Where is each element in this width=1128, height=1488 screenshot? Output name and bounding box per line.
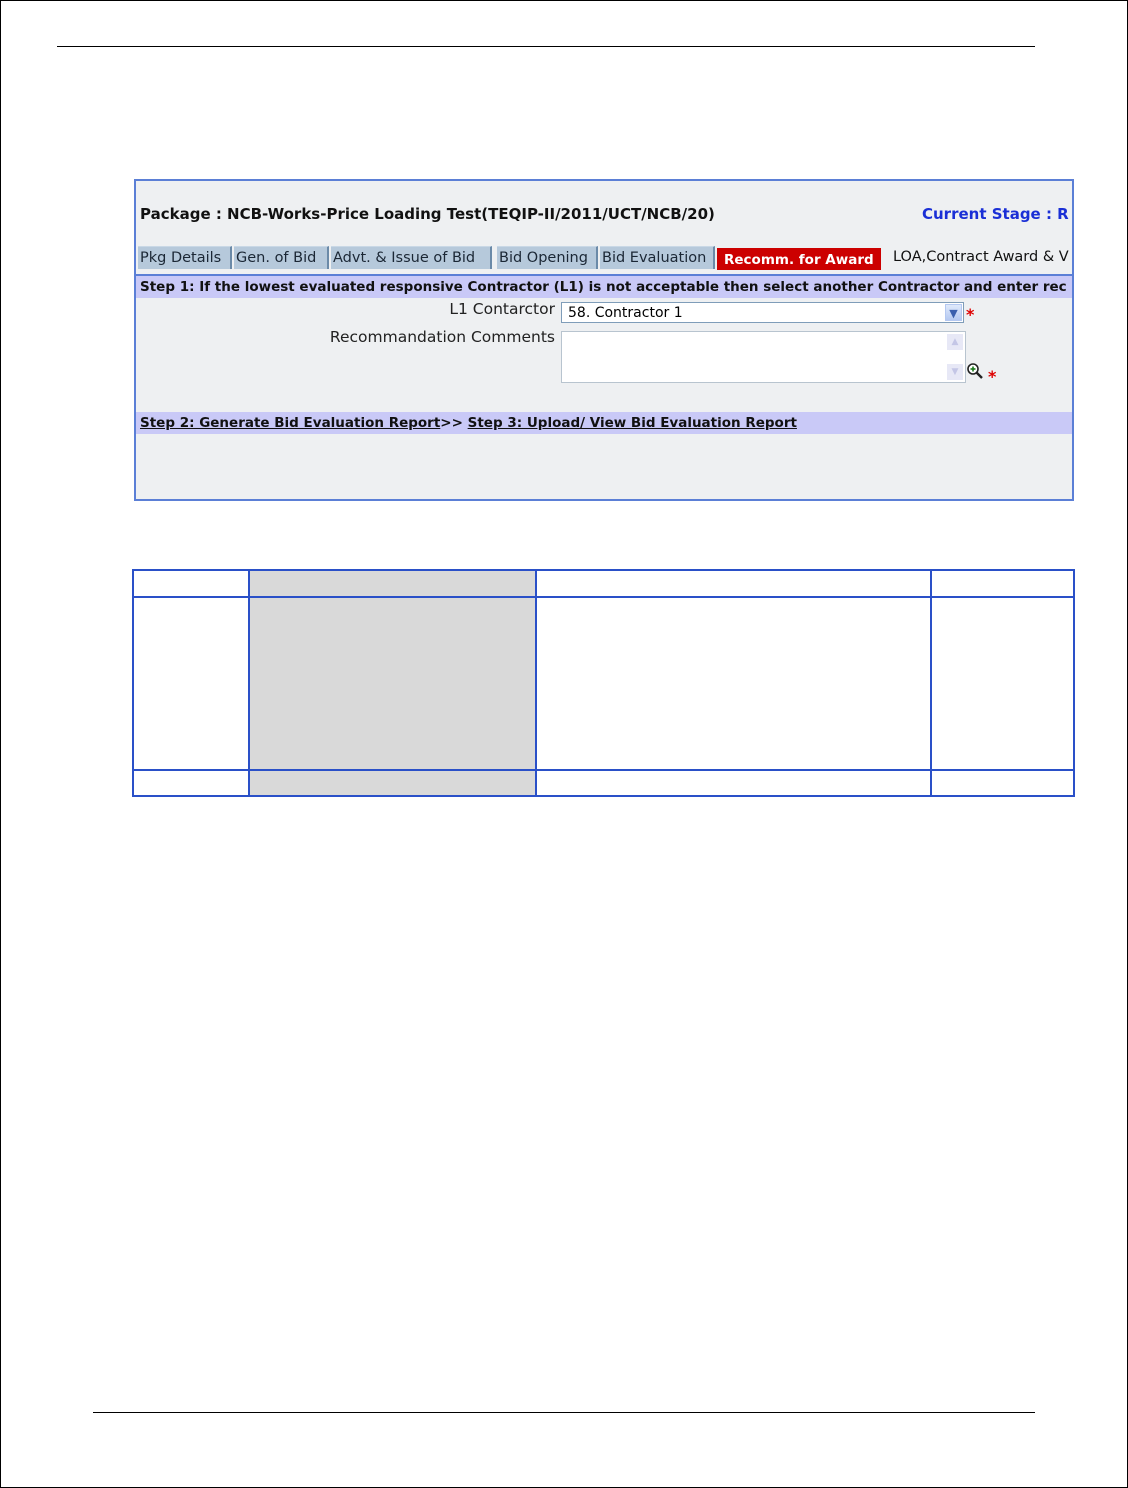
screenshot-panel [134,179,1074,501]
current-stage: Current Stage : R [922,205,1069,223]
l1-contractor-select[interactable] [561,302,964,323]
scroll-down-icon[interactable]: ▼ [947,364,963,380]
table-cell [536,570,931,597]
table-cell [133,770,249,796]
footer-rule [93,1412,1035,1413]
package-title: Package : NCB-Works-Price Loading Test(TEQIP-II/2011/UCT/NCB/20) [140,205,715,223]
scroll-up-icon[interactable]: ▲ [947,334,963,350]
step2-generate-report-link[interactable]: Step 2: Generate Bid Evaluation Report [140,415,441,431]
header-rule [57,46,1035,47]
table-cell [931,770,1074,796]
tab-recomm-for-award-label: Recomm. for Award [724,252,874,268]
table-cell [931,570,1074,597]
table-cell [133,570,249,597]
comments-textarea[interactable] [561,331,966,383]
table-cell [536,770,931,796]
step3-upload-report-link[interactable]: Step 3: Upload/ View Bid Evaluation Report [467,415,797,431]
empty-table [132,569,1075,797]
package-bar [140,201,1074,227]
comments-label: Recommandation Comments [329,328,555,346]
l1-contractor-label: L1 Contarctor [449,300,555,318]
table-cell [249,597,536,770]
zoom-icon[interactable] [966,362,984,380]
tab-bid-opening[interactable]: Bid Opening [497,246,598,269]
table-cell [249,570,536,597]
step-separator: >> [440,415,463,431]
table-cell [931,597,1074,770]
required-asterisk: * [966,305,975,324]
tab-pkg-details[interactable]: Pkg Details [138,246,232,269]
tab-recomm-for-award[interactable] [717,248,881,270]
tab-gen-of-bid[interactable]: Gen. of Bid [234,246,329,269]
tab-advt-issue-of-bid[interactable]: Advt. & Issue of Bid [331,246,492,269]
required-asterisk: * [988,367,997,386]
table-cell [133,597,249,770]
table-cell [249,770,536,796]
tab-bid-evaluation[interactable]: Bid Evaluation [600,246,715,269]
table-cell [536,597,931,770]
chevron-down-icon[interactable]: ▼ [945,304,962,321]
steps-bar [136,412,1074,434]
step1-instruction: Step 1: If the lowest evaluated responsive Contractor (L1) is not acceptable then select another Contractor and enter rec [136,274,1074,298]
l1-contractor-value: 58. Contractor 1 [568,305,683,321]
tab-loa-contract-award[interactable]: LOA,Contract Award & V [893,249,1069,265]
